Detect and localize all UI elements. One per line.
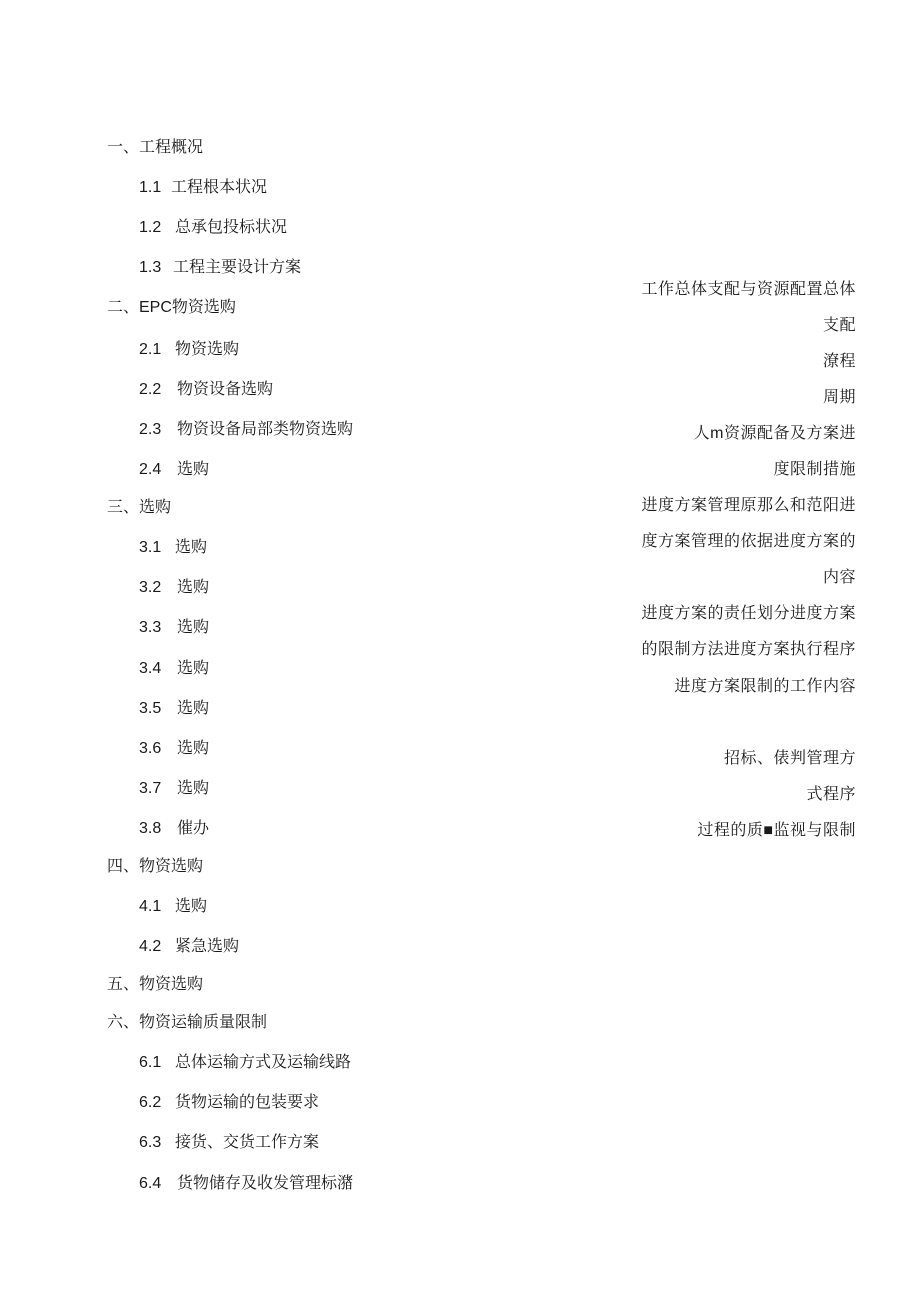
toc-entry: 1.2 总承包投标状况: [139, 219, 288, 236]
side-text-line: 招标、俵判管理方: [723, 750, 856, 767]
side-text-line: 工作总体支配与资源配置总体: [641, 281, 856, 298]
toc-entry: 6.2 货物运输的包装要求: [139, 1094, 320, 1111]
toc-entry: 3.8 催办: [139, 820, 210, 837]
toc-entry: 2.1 物资选购: [139, 341, 240, 358]
toc-entry: 2.4 选购: [139, 461, 210, 478]
toc-entry: 3.6 选购: [139, 740, 210, 757]
toc-entry: 2.2 物资设备选购: [139, 381, 274, 398]
toc-heading: 一、工程概况: [107, 139, 204, 156]
toc-entry: 3.7 选购: [139, 780, 210, 797]
side-text-line: 式程序: [806, 786, 856, 803]
toc-entry: 4.2 紧急选购: [139, 938, 240, 955]
toc-entry: 1.3 工程主要设计方案: [139, 259, 302, 276]
toc-entry: 4.1 选购: [139, 898, 208, 915]
toc-entry: 6.4 货物储存及收发管理标潴: [139, 1175, 354, 1192]
side-text-line: 支配: [822, 317, 856, 334]
toc-heading: 五、物资选购: [107, 976, 204, 993]
toc-entry: 1.1 工程根本状况: [139, 179, 268, 196]
toc-entry: 2.3 物资设备局部类物资选购: [139, 421, 354, 438]
side-text-line: 的限制方法进度方案执行程序: [641, 641, 856, 658]
toc-entry: 6.1 总体运输方式及运输线路: [139, 1054, 352, 1071]
side-text-line: 周期: [822, 389, 856, 406]
side-text-line: 进度方案的责任划分进度方案: [641, 605, 856, 622]
toc-entry: 3.2 选购: [139, 579, 210, 596]
toc-heading: 六、物资运输质量限制: [107, 1014, 268, 1031]
toc-heading: 三、选购: [107, 499, 172, 516]
toc-entry: 3.3 选购: [139, 619, 210, 636]
side-text-line: 过程的质■监视与限制: [697, 822, 856, 839]
side-text-line: 潦程: [822, 353, 856, 370]
side-text-line: 进度方案限制的工作内容: [674, 678, 856, 695]
side-text-line: 人m资源配备及方案进: [693, 425, 856, 442]
side-text-column: [626, 0, 856, 1301]
toc-entry: 3.1 选购: [139, 539, 208, 556]
side-text-line: 度限制措施: [773, 461, 856, 478]
side-text-line: 度方案管理的依据进度方案的: [641, 533, 856, 550]
toc-heading: 二、EPC物资选购: [107, 299, 236, 316]
toc-entry: 3.5 选购: [139, 700, 210, 717]
toc-entry: 3.4 选购: [139, 660, 210, 677]
side-text-line: 内容: [822, 569, 856, 586]
toc-entry: 6.3 接货、交货工作方案: [139, 1134, 320, 1151]
toc-heading: 四、物资选购: [107, 858, 204, 875]
side-text-line: 进度方案管理原那么和范阳进: [641, 497, 856, 514]
